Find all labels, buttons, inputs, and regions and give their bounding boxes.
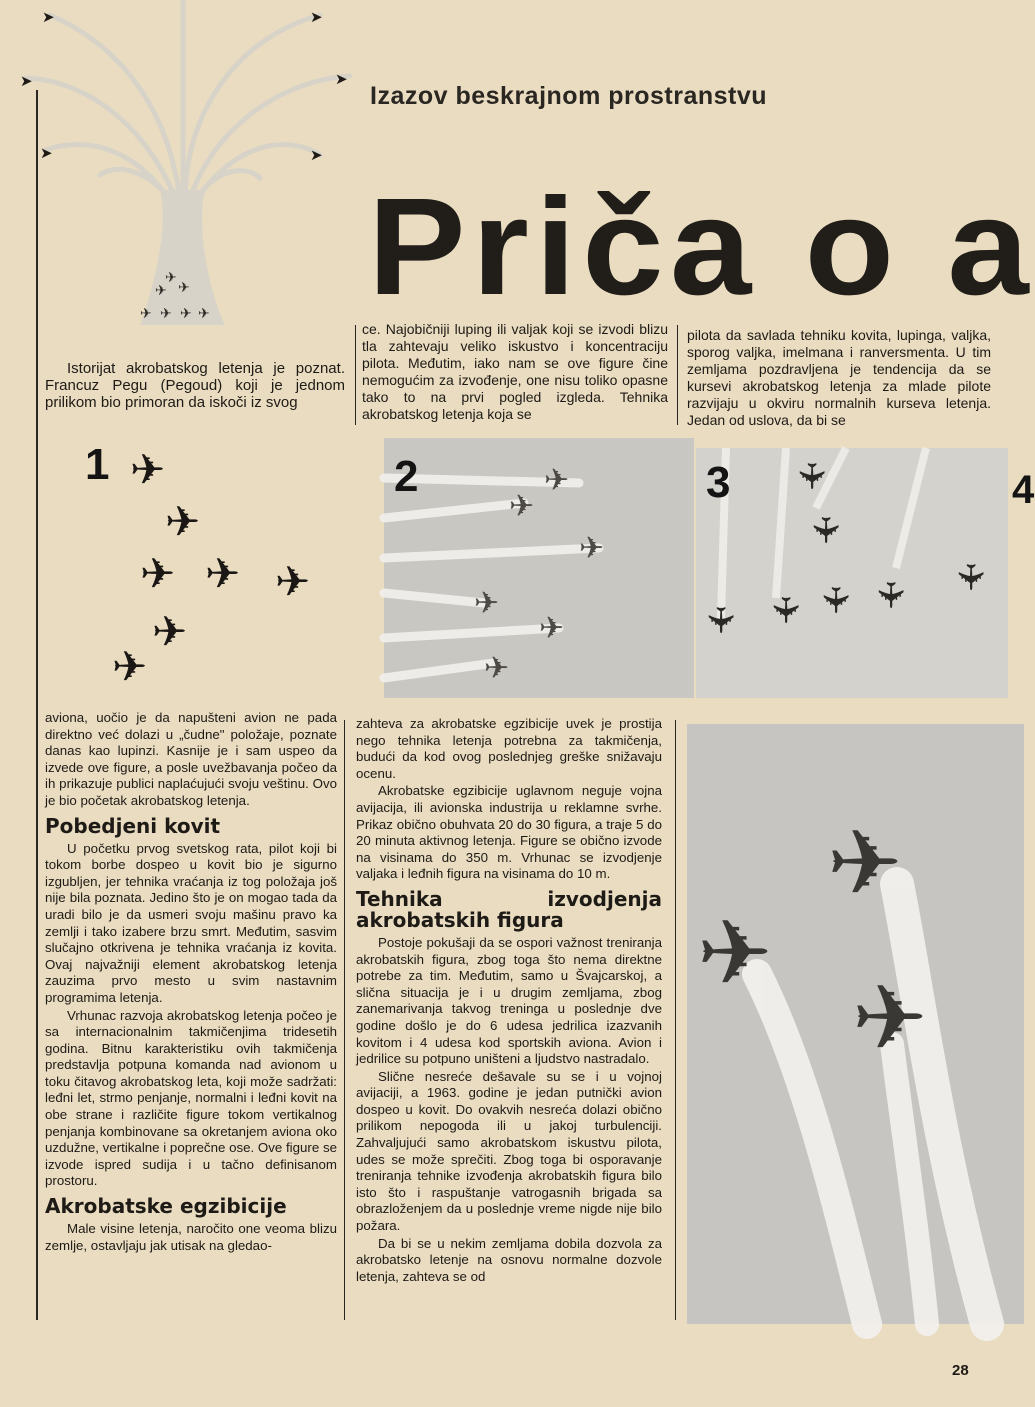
svg-text:✈: ✈ [180,305,192,321]
svg-text:✈: ✈ [815,585,856,616]
svg-text:✈: ✈ [140,305,152,321]
svg-text:✈: ✈ [579,532,605,565]
svg-text:✈: ✈ [112,643,148,690]
figure-4-jets [687,724,1024,1324]
svg-text:✈: ✈ [791,461,832,492]
svg-text:✈: ✈ [205,550,241,597]
intro-rule-1 [355,325,356,425]
formation-fountain-illustration [20,0,350,330]
svg-text:➤: ➤ [42,9,55,26]
intro-column-1 [45,360,345,412]
svg-text:✈: ✈ [155,282,167,298]
figure-2-photo [384,438,694,698]
svg-text:✈: ✈ [539,612,565,645]
svg-text:✈: ✈ [697,904,773,1004]
svg-text:➤: ➤ [40,145,53,162]
svg-text:✈: ✈ [827,814,903,914]
svg-text:✈: ✈ [198,305,210,321]
figure-2-contrails [384,438,694,698]
left-paragraph-3: Vrhunac razvoja akrobatskog letenja počeo je sa internacionalnim takmičenjima tridesetih godina. Bitnu karakteristiku ovih takmičenja predstavlja potpuna komanda nad avionom u toku čitavog akrobatskog leta, koji može sadržati: leđni let, strmo penjanje, normalni i leđni kovit na obe strane i različite figure tokom vertikalnog penjanja kombinovane sa okretanjem aviona oko uzdužne, vertikalne i poprečne ose. Ove figure se izvode ispred sudija i u tačno definisanom prostoru. [45,1007,337,1189]
svg-text:✈: ✈ [152,608,188,655]
article-title: Priča o a [368,170,1035,324]
svg-text:✈: ✈ [178,279,190,295]
svg-text:➤: ➤ [310,147,323,164]
middle-paragraph-4: Slične nesreće dešavale su se i u vojnoj avijaciji, a 1963. godine je jedan putnički avion dospeo u kovit. Do ovakvih nesreća dolazi obično prilikom nepogoda ili u jakoj turbulenciji. Zahvaljujući samo akrobatskom iskustvu pilota, udes se može sprečiti. Zbog toga bi osporavanje treniranja tehnike izvođenja akrobatskih figura bilo isto što i raspuštanje vatrogasnih brigada sa obrazloženjem da u poslednje vreme nigde nije bilo požara. [356,1068,662,1234]
figure-1-formation [40,436,380,698]
svg-text:✈: ✈ [275,558,311,605]
figure-4-photo [687,724,1024,1324]
left-paragraph-4: Male visine letenja, naročito one veoma blizu zemlje, ostavljaju jak utisak na gledao- [45,1221,337,1253]
intro-text-1: Istorijat akrobatskog letenja je poznat. Francuz Pegu (Pegoud) koji je jednom prilikom bio primoran da iskoči iz svog [45,360,345,411]
subhead-akrobatske-egzibicije: Akrobatske egzibicije [45,1194,287,1219]
middle-column [356,716,662,1286]
intro-column-2 [362,321,668,424]
column-rule-right [675,720,676,1320]
svg-text:✈: ✈ [805,515,846,546]
svg-text:✈: ✈ [130,446,166,493]
svg-text:✈: ✈ [950,562,991,593]
svg-text:✈: ✈ [765,595,806,626]
middle-paragraph-2: Akrobatske egzibicije uglavnom neguje vojna avijacija, ili avionska industrija u reklamne svrhe. Prikaz obično obuhvata 20 do 30 figura, a traje 5 do 20 minuta aktivnog letenja. Figure se obično izvode na visinama do 350 m. Vrhunac se izvodjenje valjaka i leđnih figura na visinama do 10 m. [356,783,662,882]
intro-column-3 [687,327,991,430]
svg-text:✈: ✈ [852,969,928,1069]
intro-text-3: pilota da savlada tehniku kovita, lupinga, valjka, sporog valjka, imelmana i ranversmenta. U tim zemljama pozdravljena je tendencija da se kursevi akrobatskog letenja za mlade pilote razvijaju u okviru normalnih kurseva letenja. Jedan od uslova, da bi se [687,327,991,428]
intro-text-2: ce. Najobičniji luping ili valjak koji se izvodi blizu tla zahtevaju veliko iskustvo i koncentraciju pilota. Međutim, iako nam se ove figure čine nemogućim za izvođenje, one nisu toliko opasne tako to na prvi pogled izgleda. Tehnika akrobatskog letenja koja se [362,321,668,422]
svg-text:✈: ✈ [160,305,172,321]
svg-text:✈: ✈ [700,605,741,636]
figure-2-number: 2 [394,452,419,501]
svg-text:✈: ✈ [140,550,176,597]
left-column [45,710,337,1255]
article-kicker: Izazov beskrajnom prostranstvu [370,82,768,110]
svg-text:✈: ✈ [484,652,510,685]
svg-text:✈: ✈ [544,464,570,497]
svg-text:➤: ➤ [20,73,33,90]
intro-rule-2 [677,325,678,425]
middle-paragraph-3: Postoje pokušaji da se ospori važnost treniranja akrobatskih figura, zbog toga što nema direktne potrebe za tim. Međutim, samo u Švajcarskoj, a slična situacija je i u drugim zemljama, zbog zanemarivanja takvog treninga u poslednje dve godine došlo je do 6 udesa jedrilica izazvanih kovitom i 4 udesa kod sportskih aviona. Avion i jedrilice su potpuno uništeni a ljudstvo nastradalo. [356,934,662,1067]
figure-3-photo [696,448,1008,698]
figure-1-number: 1 [85,440,110,489]
svg-text:➤: ➤ [335,71,348,88]
svg-text:✈: ✈ [509,490,535,523]
column-rule-mid [344,720,345,1320]
page-number: 28 [952,1362,969,1379]
svg-text:✈: ✈ [165,498,201,545]
svg-text:✈: ✈ [870,580,911,611]
figure-4-number: 4 [1012,468,1035,512]
svg-text:➤: ➤ [310,9,323,26]
figure-3-contrails [696,448,1008,698]
figure-3-number: 3 [706,458,731,507]
left-paragraph-2: U početku prvog svetskog rata, pilot koji bi tokom borbe dospeo u kovit bio je sigurno izgubljen, jer tehnika vraćanja iz tog položaja još nije bila poznata. Jedino što je on mogao tada da uradi bilo je da usmeri svoju mašinu pravo ka zemlji i tako izabere brzu smrt. Međutim, sasvim slučajno otkrivena je tehnika vraćanja iz kovita. Ovaj najvažniji element akrobatskog letenja zauzima prvo mesto u svim nastavnim programima letenja. [45,840,337,1005]
figure-1 [40,436,380,698]
left-paragraph-1: aviona, uočio je da napušteni avion ne pada direktno već dolazi u „čudne" položaje, poznate danas kao lupinzi. Kasnije je i sam uspeo da izvede ove figure, a posle uvežbavanja počeo da ih prikazuje publici naplaćujući svoju veštinu. Ovo je bio početak akrobatskog letenja. [45,710,337,808]
subhead-tehnika-izvodjenja: Tehnika izvodjenja akrobatskih figura [356,886,662,932]
middle-paragraph-1: zahteva za akrobatske egzibicije uvek je prostija nego tehnika letenja potrebna za takmičenja, budući da kod ovog poslednjeg greške snižavaju ocenu. [356,716,662,781]
middle-paragraph-5: Da bi se u nekim zemljama dobila dozvola za akrobatsko letenje na osnovu normalne dozvole letenja, zahteva se od [356,1235,662,1284]
svg-text:✈: ✈ [474,587,500,620]
svg-text:✈: ✈ [165,269,177,285]
subhead-pobedjeni-kovit: Pobedjeni kovit [45,813,221,838]
column-rule-left [36,90,38,1320]
